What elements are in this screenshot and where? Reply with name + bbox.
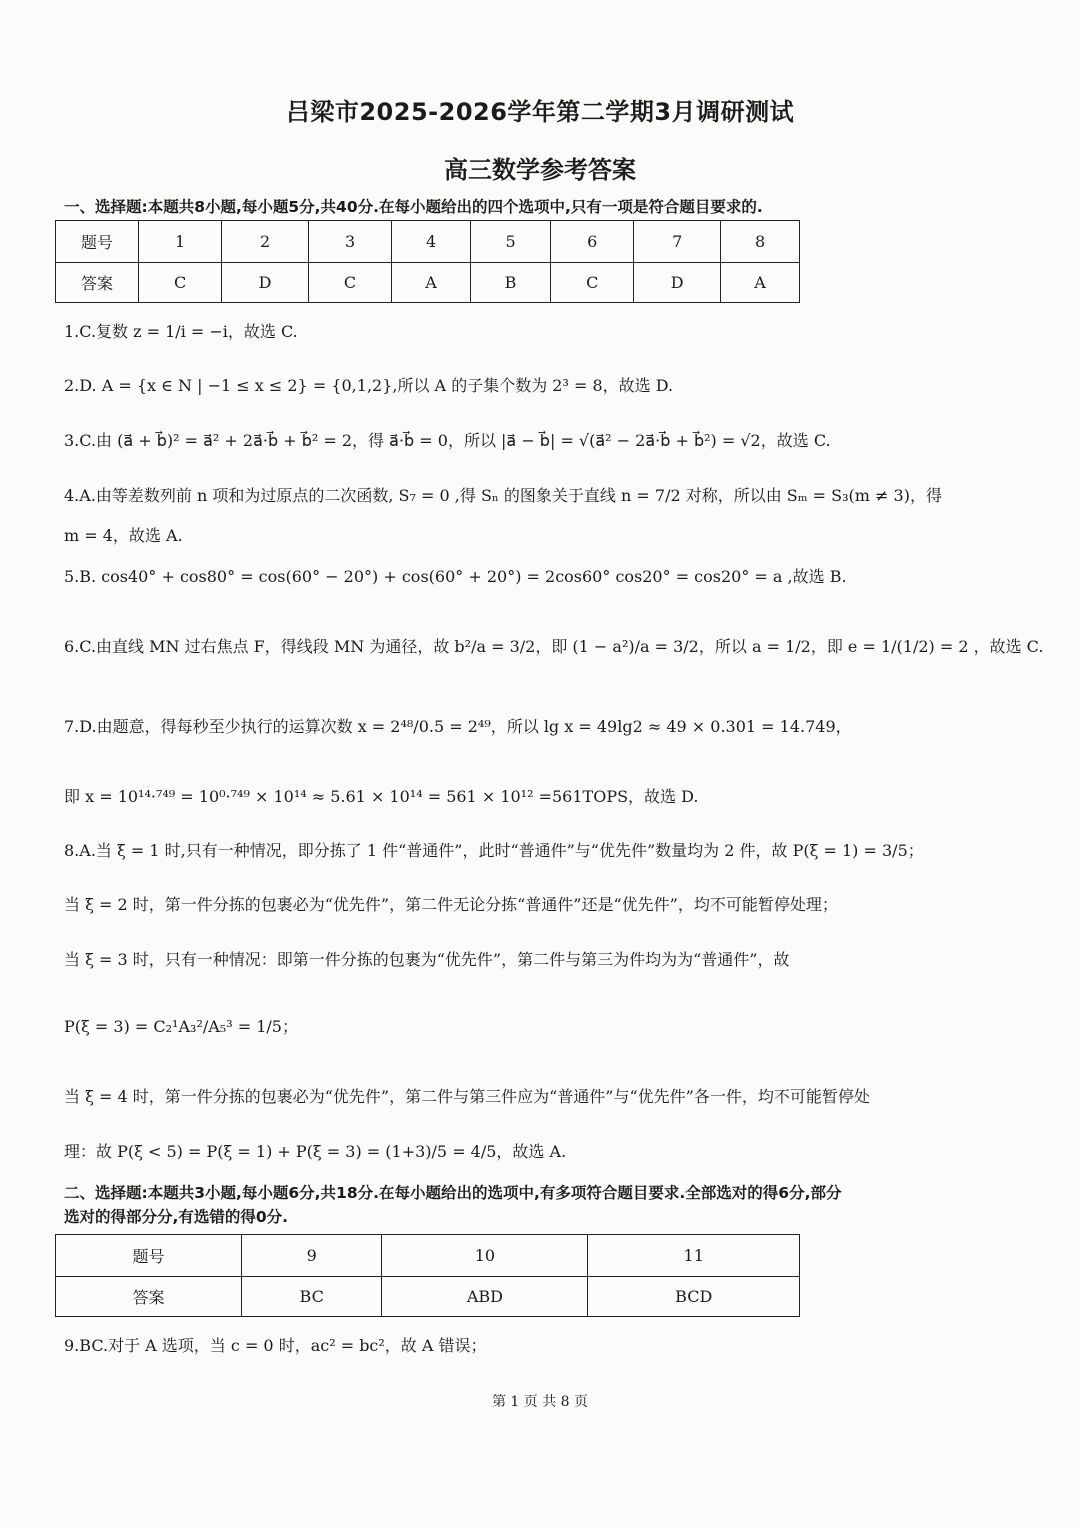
question-number: 4 <box>392 221 471 263</box>
solution-line: m = 4，故选 A. <box>64 526 183 545</box>
question-number: 6 <box>551 221 634 263</box>
question-number: 10 <box>382 1235 588 1277</box>
question-number: 5 <box>471 221 551 263</box>
solution-line: P(ξ = 3) = C₂¹A₃²/A₅³ = 1/5； <box>64 1017 298 1036</box>
table-header-cell: 题号 <box>56 221 139 263</box>
page-title: 吕梁市2025-2026学年第二学期3月调研测试 <box>285 98 795 126</box>
question-number: 2 <box>222 221 309 263</box>
answer-cell: A <box>392 263 471 303</box>
solution-line: 4.A.由等差数列前 n 项和为过原点的二次函数, S₇ = 0 ,得 Sₙ 的图象关于直线 n = 7/2 对称，所以由 Sₘ = S₃(m ≠ 3)，得 <box>64 486 942 505</box>
question-number: 9 <box>242 1235 382 1277</box>
answer-cell: BC <box>242 1277 382 1317</box>
solution-line: 即 x = 10¹⁴·⁷⁴⁹ = 10⁰·⁷⁴⁹ × 10¹⁴ ≈ 5.61 × 10¹⁴ = 561 × 10¹² =561TOPS，故选 D. <box>64 787 699 806</box>
solution-line: 当 ξ = 2 时，第一件分拣的包裹必为“优先件”，第二件无论分拣“普通件”还是“优先件”，均不可能暂停处理； <box>64 895 838 914</box>
page-subtitle: 高三数学参考答案 <box>444 156 636 184</box>
answer-cell: B <box>471 263 551 303</box>
solution-line: 7.D.由题意，得每秒至少执行的运算次数 x = 2⁴⁸/0.5 = 2⁴⁹，所以 lg x = 49lg2 ≈ 49 × 0.301 = 14.749， <box>64 717 852 736</box>
table-header-cell: 题号 <box>56 1235 242 1277</box>
answer-cell: D <box>634 263 721 303</box>
question-number: 11 <box>588 1235 800 1277</box>
solution-line: 理：故 P(ξ < 5) = P(ξ = 1) + P(ξ = 3) = (1+3)/5 = 4/5，故选 A. <box>64 1142 567 1161</box>
answer-table-1 <box>55 220 800 303</box>
question-number: 1 <box>139 221 222 263</box>
table-header-cell: 答案 <box>56 1277 242 1317</box>
answer-cell: C <box>308 263 391 303</box>
answer-cell: BCD <box>588 1277 800 1317</box>
answer-cell: C <box>551 263 634 303</box>
solution-line: 8.A.当 ξ = 1 时,只有一种情况，即分拣了 1 件“普通件”，此时“普通件”与“优先件”数量均为 2 件，故 P(ξ = 1) = 3/5； <box>64 841 924 860</box>
table-header-cell: 答案 <box>56 263 139 303</box>
answer-cell: C <box>139 263 222 303</box>
solution-line: 当 ξ = 4 时，第一件分拣的包裹必为“优先件”，第二件与第三件应为“普通件”与“优先件”各一件，均不可能暂停处 <box>64 1087 870 1106</box>
question-number: 7 <box>634 221 721 263</box>
section2-header-line2: 选对的得部分分,有选错的得0分. <box>64 1208 289 1226</box>
solution-line: 5.B. cos40° + cos80° = cos(60° − 20°) + cos(60° + 20°) = 2cos60° cos20° = cos20° = a ,故选 B. <box>64 567 847 586</box>
solution-line: 2.D. A = {x ∈ N | −1 ≤ x ≤ 2} = {0,1,2},所以 A 的子集个数为 2³ = 8，故选 D. <box>64 376 674 395</box>
section1-header: 一、选择题:本题共8小题,每小题5分,共40分.在每小题给出的四个选项中,只有一项是符合题目要求的. <box>64 198 763 216</box>
question-number: 3 <box>308 221 391 263</box>
answer-table-2 <box>55 1234 800 1317</box>
answer-cell: ABD <box>382 1277 588 1317</box>
section2-header-line1: 二、选择题:本题共3小题,每小题6分,共18分.在每小题给出的选项中,有多项符合题目要求.全部选对的得6分,部分 <box>64 1184 842 1202</box>
section2-header <box>64 1181 1024 1229</box>
page-footer: 第 1 页 共 8 页 <box>491 1394 589 1410</box>
question-number: 8 <box>721 221 800 263</box>
solution-line: 3.C.由 (a⃗ + b⃗)² = a⃗² + 2a⃗·b⃗ + b⃗² = 2，得 a⃗·b⃗ = 0，所以 |a⃗ − b⃗| = √(a⃗² − 2a⃗·b⃗ + b⃗²) = √2，故选 C. <box>64 431 831 450</box>
answer-cell: A <box>721 263 800 303</box>
answer-cell: D <box>222 263 309 303</box>
solution-line: 1.C.复数 z = 1/i = −i，故选 C. <box>64 322 298 341</box>
solution-line: 6.C.由直线 MN 过右焦点 F，得线段 MN 为通径，故 b²/a = 3/2，即 (1 − a²)/a = 3/2，所以 a = 1/2，即 e = 1/(1/2) = 2 ，故选 C. <box>64 637 1044 656</box>
solution-line: 9.BC.对于 A 选项，当 c = 0 时，ac² = bc²，故 A 错误； <box>64 1336 487 1355</box>
solution-line: 当 ξ = 3 时，只有一种情况：即第一件分拣的包裹为“优先件”，第二件与第三为件均为为“普通件”，故 <box>64 950 790 969</box>
